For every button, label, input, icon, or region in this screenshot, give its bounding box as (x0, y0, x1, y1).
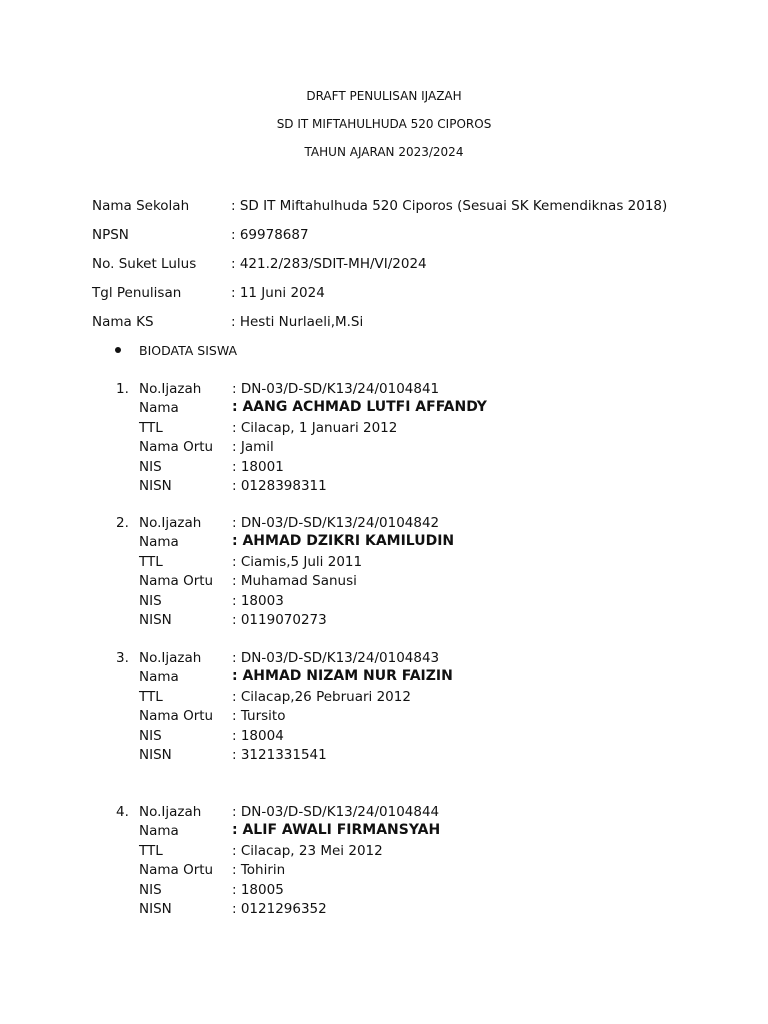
biodata-heading: BIODATA SISWA (139, 343, 238, 358)
nisn-value: : 3121331541 (232, 747, 327, 763)
ttl-label: TTL (139, 689, 163, 705)
student-number: 3. (116, 650, 129, 666)
nama-value: : AANG ACHMAD LUTFI AFFANDY (232, 399, 487, 415)
info-value: : Hesti Nurlaeli,M.Si (231, 314, 364, 330)
nis-label: NIS (139, 593, 162, 609)
nisn-value: : 0128398311 (232, 478, 327, 494)
ortu-label: Nama Ortu (139, 862, 214, 878)
nis-value: : 18004 (232, 728, 284, 744)
ttl-value: : Cilacap, 1 Januari 2012 (232, 420, 398, 436)
ijazah-label: No.Ijazah (139, 804, 202, 820)
nisn-label: NISN (139, 612, 172, 628)
ortu-value: : Tursito (232, 708, 286, 724)
ortu-value: : Muhamad Sanusi (232, 573, 357, 589)
ijazah-value: : DN-03/D-SD/K13/24/0104841 (232, 381, 440, 397)
nisn-label: NISN (139, 747, 172, 763)
info-value: : 69978687 (231, 227, 309, 243)
info-label: No. Suket Lulus (92, 256, 197, 272)
nama-label: Nama (139, 669, 179, 685)
nis-label: NIS (139, 882, 162, 898)
ijazah-value: : DN-03/D-SD/K13/24/0104842 (232, 515, 440, 531)
nis-value: : 18005 (232, 882, 284, 898)
ortu-value: : Tohirin (232, 862, 286, 878)
ijazah-label: No.Ijazah (139, 650, 202, 666)
nisn-label: NISN (139, 478, 172, 494)
nama-label: Nama (139, 400, 179, 416)
bullet-icon (115, 347, 121, 353)
nama-value: : AHMAD NIZAM NUR FAIZIN (232, 668, 453, 684)
nama-label: Nama (139, 823, 179, 839)
nis-label: NIS (139, 728, 162, 744)
student-number: 2. (116, 515, 129, 531)
nis-value: : 18001 (232, 459, 284, 475)
nama-label: Nama (139, 534, 179, 550)
info-label: NPSN (92, 227, 129, 243)
ttl-label: TTL (139, 420, 163, 436)
ttl-label: TTL (139, 554, 163, 570)
ttl-label: TTL (139, 843, 163, 859)
ttl-value: : Cilacap,26 Pebruari 2012 (232, 689, 411, 705)
info-label: Nama Sekolah (92, 198, 190, 214)
nisn-value: : 0119070273 (232, 612, 327, 628)
ijazah-label: No.Ijazah (139, 515, 202, 531)
nis-label: NIS (139, 459, 162, 475)
ortu-value: : Jamil (232, 439, 274, 455)
ortu-label: Nama Ortu (139, 573, 214, 589)
ijazah-value: : DN-03/D-SD/K13/24/0104843 (232, 650, 440, 666)
student-number: 1. (116, 381, 129, 397)
ortu-label: Nama Ortu (139, 439, 214, 455)
header-school: SD IT MIFTAHULHUDA 520 CIPOROS (276, 117, 492, 131)
nama-value: : AHMAD DZIKRI KAMILUDIN (232, 533, 455, 549)
ttl-value: : Ciamis,5 Juli 2011 (232, 554, 363, 570)
nis-value: : 18003 (232, 593, 284, 609)
nisn-label: NISN (139, 901, 172, 917)
student-number: 4. (116, 804, 129, 820)
ijazah-label: No.Ijazah (139, 381, 202, 397)
header-title: DRAFT PENULISAN IJAZAH (306, 89, 462, 103)
nama-value: : ALIF AWALI FIRMANSYAH (232, 822, 441, 838)
info-value: : SD IT Miftahulhuda 520 Ciporos (Sesuai SK Kemendiknas 2018) (231, 198, 668, 214)
header-year: TAHUN AJARAN 2023/2024 (304, 145, 464, 159)
info-label: Tgl Penulisan (92, 285, 182, 301)
info-label: Nama KS (92, 314, 154, 330)
nisn-value: : 0121296352 (232, 901, 327, 917)
info-value: : 421.2/283/SDIT-MH/VI/2024 (231, 256, 427, 272)
ortu-label: Nama Ortu (139, 708, 214, 724)
info-value: : 11 Juni 2024 (231, 285, 325, 301)
ttl-value: : Cilacap, 23 Mei 2012 (232, 843, 383, 859)
ijazah-value: : DN-03/D-SD/K13/24/0104844 (232, 804, 440, 820)
